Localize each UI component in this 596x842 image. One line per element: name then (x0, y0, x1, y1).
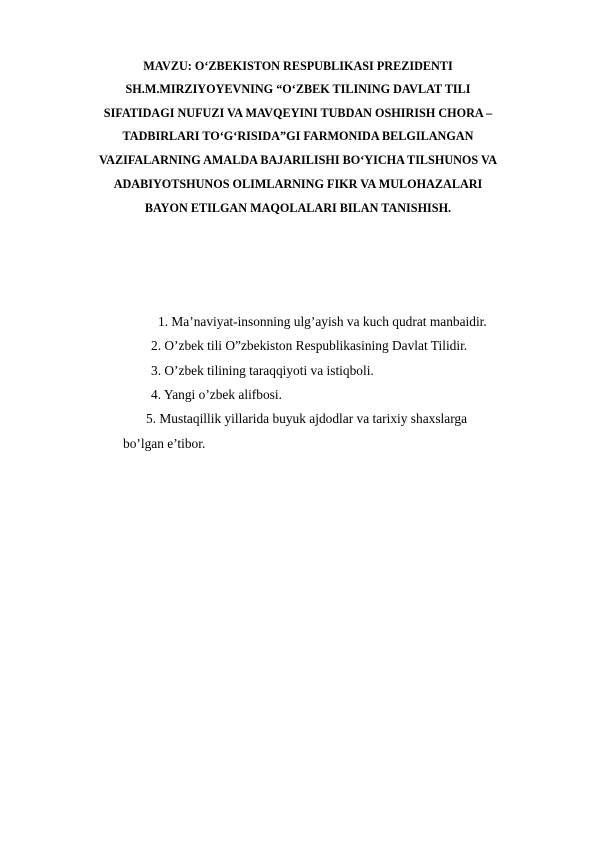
title-line-4: TADBIRLARI TO‘G‘RISIDA”GI FARMONIDA BELGILANGAN (122, 129, 474, 143)
list-item-3: 3. O’zbek tilining taraqqiyoti va istiqboli. (151, 363, 374, 378)
title-line-1: MAVZU: O‘ZBEKISTON RESPUBLIKASI PREZIDENTI (143, 59, 453, 73)
title-line-3: SIFATIDAGI NUFUZI VA MAVQEYINI TUBDAN OSHIRISH CHORA – (103, 106, 493, 120)
title-line-2: SH.M.MIRZIYOYEVNING “O‘ZBEK TILINING DAVLAT TILI (125, 82, 471, 96)
title-line-7: BAYON ETILGAN MAQOLALARI BILAN TANISHISH. (144, 201, 452, 215)
list-item-5-continuation: bo’lgan e’tibor. (123, 436, 206, 451)
title-line-5: VAZIFALARNING AMALDA BAJARILISHI BO‘YICHA TILSHUNOS VA (98, 153, 498, 167)
list-item-1: 1. Ma’naviyat-insonning ulg’ayish va kuch qudrat manbaidir. (158, 314, 487, 329)
list-item-4: 4. Yangi o’zbek alifbosi. (151, 387, 282, 402)
list-item-2: 2. O’zbek tili O”zbekiston Respublikasining Davlat Tilidir. (151, 338, 468, 353)
title-line-6: ADABIYOTSHUNOS OLIMLARNING FIKR VA MULOHAZALARI (113, 177, 483, 191)
list-item-5: 5. Mustaqillik yillarida buyuk ajdodlar va tarixiy shaxslarga (146, 411, 468, 426)
